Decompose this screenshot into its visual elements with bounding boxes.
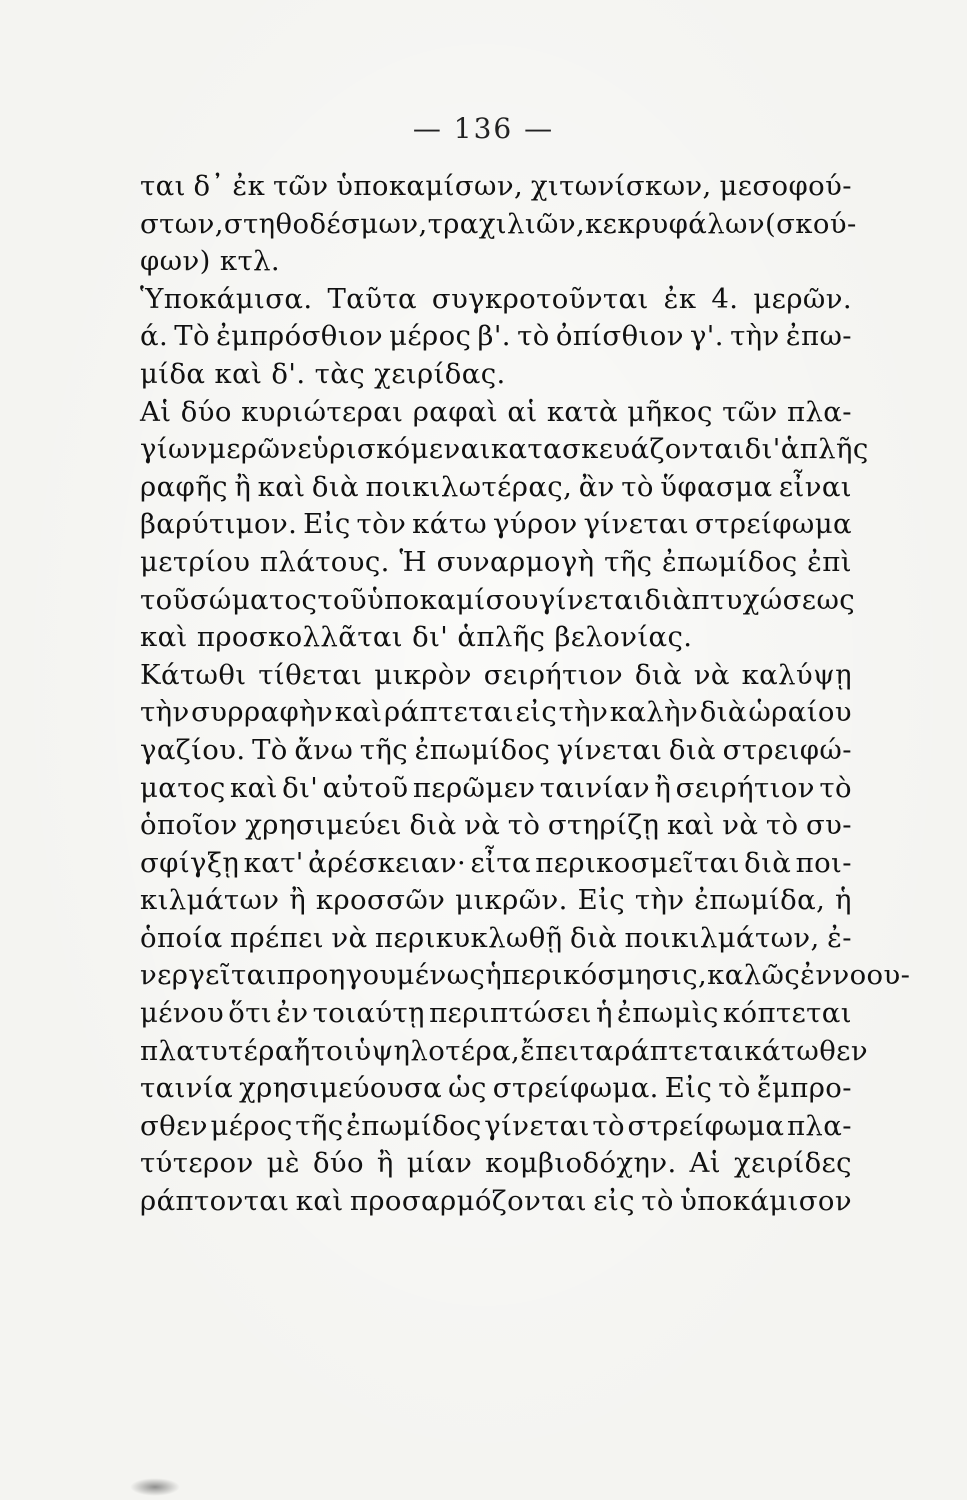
ink-blot <box>130 1478 180 1496</box>
text-line: ράπτονται καὶ προσαρμόζονται εἰς τὸ ὑποκάμισον <box>140 1185 852 1218</box>
text-line: φων) κτλ. <box>140 245 281 278</box>
text-line: Αἱ δύο κυριώτεραι ραφαὶ αἱ κατὰ μῆκος τῶν πλα- <box>140 395 852 428</box>
page-number: — 136 — <box>412 112 555 145</box>
text-line: ά. Τὸ ἐμπρόσθιον μέρος β'. τὸ ὀπίσθιον γ'. τὴν ἐπω- <box>140 320 852 353</box>
text-line: μίδα καὶ δ'. τὰς χειρίδας. <box>140 357 506 390</box>
body-text <box>140 168 911 1221</box>
text-line: Κάτωθι τίθεται μικρὸν σειρήτιον διὰ νὰ καλύψῃ <box>140 658 852 691</box>
text-line: νεργεῖται προηγουμένως ἡ περικόσμησις, καλῶς ἐννοου- <box>140 959 911 992</box>
text-line: γαζίου. Τὸ ἄνω τῆς ἐπωμίδος γίνεται διὰ στρειφώ- <box>140 733 852 766</box>
text-line: γίων μερῶν εὑρισκόμεναι κατασκευάζονται δι' ἁπλῆς <box>140 433 869 466</box>
text-line: βαρύτιμον. Εἰς τὸν κάτω γύρον γίνεται στρείφωμα <box>140 508 852 541</box>
text-line: σφίγξῃ κατ' ἀρέσκειαν· εἶτα περικοσμεῖται διὰ ποι- <box>140 846 852 879</box>
text-line: ματος καὶ δι' αὐτοῦ περῶμεν ταινίαν ἢ σειρήτιον τὸ <box>140 771 852 804</box>
text-line: Ὑποκάμισα. Ταῦτα συγκροτοῦνται ἐκ 4. μερῶν. <box>140 282 852 315</box>
text-line: ὁποῖον χρησιμεύει διὰ νὰ τὸ στηρίζῃ καὶ νὰ τὸ συ- <box>140 809 852 842</box>
text-line: τοῦ σώματος τοῦ ὑποκαμίσου γίνεται διὰ πτυχώσεως <box>140 583 856 616</box>
text-line: ραφῆς ἢ καὶ διὰ ποικιλωτέρας, ἂν τὸ ὕφασμα εἶναι <box>140 470 852 503</box>
text-line: πλατυτέρα ἤτοι ὑψηλοτέρα, ἔπειτα ράπτεται κάτωθεν <box>140 1034 868 1067</box>
text-line: τύτερον μὲ δύο ἢ μίαν κομβιοδόχην. Αἱ χειρίδες <box>140 1147 852 1180</box>
text-line: ταινία χρησιμεύουσα ὡς στρείφωμα. Εἰς τὸ ἔμπρο- <box>140 1072 852 1105</box>
text-line: μένου ὅτι ἐν τοιαύτῃ περιπτώσει ἡ ἐπωμὶς κόπτεται <box>140 997 852 1030</box>
text-line: ὁποία πρέπει νὰ περικυκλωθῇ διὰ ποικιλμάτων, ἐ- <box>140 921 852 954</box>
text-line: στων, στηθοδέσμων, τραχιλιῶν, κεκρυφάλων (σκού- <box>140 207 857 240</box>
text-line: τὴν συρραφὴν καὶ ράπτεται εἰς τὴν καλὴν διὰ ὡραίου <box>140 696 852 729</box>
text-line: μετρίου πλάτους. Ἡ συναρμογὴ τῆς ἐπωμίδος ἐπὶ <box>140 545 852 578</box>
text-line: ται δ᾽ ἐκ τῶν ὑποκαμίσων, χιτωνίσκων, μεσοφού- <box>140 170 852 202</box>
text-line: καὶ προσκολλᾶται δι' ἁπλῆς βελονίας. <box>140 621 693 654</box>
text-line: κιλμάτων ἢ κροσσῶν μικρῶν. Εἰς τὴν ἐπωμίδα, ἡ <box>140 884 852 917</box>
text-line: σθεν μέρος τῆς ἐπωμίδος γίνεται τὸ στρείφωμα πλα- <box>140 1109 852 1142</box>
